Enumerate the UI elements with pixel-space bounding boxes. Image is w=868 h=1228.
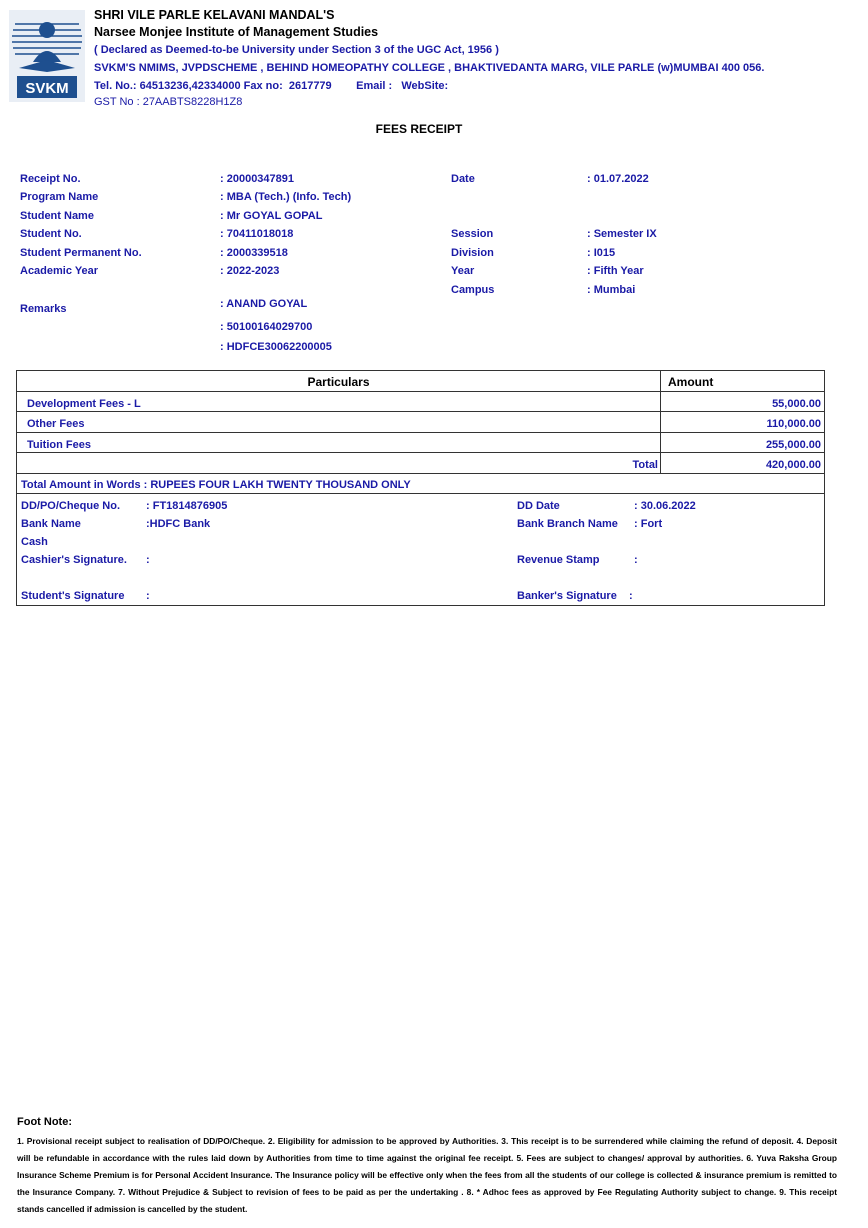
contact-line: Tel. No.: 64513236,42334000 Fax no: 2617779 Email : WebSite:: [94, 80, 449, 92]
remarks-line-2: : 50100164029700: [220, 321, 313, 333]
dd-label: DD/PO/Cheque No.: [21, 500, 121, 512]
student-name-label: Student Name: [20, 210, 94, 222]
footnote-title: Foot Note:: [17, 1116, 72, 1128]
dd-date-value: : 30.06.2022: [634, 500, 696, 512]
remarks-label: Remarks: [20, 303, 67, 315]
table-rule: [17, 473, 824, 474]
program-value: : MBA (Tech.) (Info. Tech): [220, 191, 352, 203]
revenue-stamp-value: :: [634, 554, 638, 566]
student-name-value: : Mr GOYAL GOPAL: [220, 210, 323, 222]
remarks-line-3: : HDFCE30062200005: [220, 341, 332, 353]
perm-no-value: : 2000339518: [220, 247, 288, 259]
table-rule: [17, 493, 824, 494]
program-label: Program Name: [20, 191, 99, 203]
receipt-no-value: : 20000347891: [220, 173, 295, 185]
address: SVKM'S NMIMS, JVPDSCHEME , BEHIND HOMEOPATHY COLLEGE , BHAKTIVEDANTA MARG, VILE PARLE (w)MUMBAI 400 056.: [94, 62, 765, 74]
year-label: Year: [451, 265, 475, 277]
amount-header: Amount: [668, 375, 714, 389]
total-label: Total: [632, 459, 658, 471]
student-signature-value: :: [146, 590, 150, 602]
division-value: : I015: [587, 247, 616, 259]
remarks-line-1: : ANAND GOYAL: [220, 298, 308, 310]
page-title: FEES RECEIPT: [375, 122, 463, 136]
bank-name-value: :HDFC Bank: [146, 518, 211, 530]
logo-text: SVKM: [25, 80, 69, 97]
branch-value: : Fort: [634, 518, 663, 530]
session-label: Session: [451, 228, 494, 240]
perm-no-label: Student Permanent No.: [20, 247, 142, 259]
date-label: Date: [451, 173, 475, 185]
institute-name: Narsee Monjee Institute of Management Studies: [94, 25, 379, 39]
banker-signature-value: :: [629, 590, 633, 602]
cashier-signature-label: Cashier's Signature.: [21, 554, 127, 566]
year-value: : Fifth Year: [587, 265, 644, 277]
fee-row-amount: 110,000.00: [766, 418, 821, 430]
table-rule: [17, 411, 824, 412]
footnote-text: 1. Provisional receipt subject to realisation of DD/PO/Cheque. 2. Eligibility for admission to be approved by Authorities. 3. This receipt is to be surrendered while claiming the refund of deposit. 4. Deposit will be refundable in accordance with the rules laid down by Authorities from time to time against the original fee receipt. 5. Fees are subject to changes/ approval by authorities. 6. Yuva Raksha Group Insurance Scheme Premium is for Personal Accident Insurance. The Insurance policy will be effective only when the fees from all the students of our college is collected & insurance premium is remitted to the Insurance Company. 7. Without Prejudice & Subject to revision of fees to be paid as per the undertaking . 8. * Adhoc fees as approved by Fee Regulating Authority subject to change. 9. This receipt stands cancelled if admission is cancelled by the student.: [17, 1136, 837, 1214]
dd-date-label: DD Date: [517, 500, 560, 512]
total-amount: 420,000.00: [765, 459, 821, 471]
banker-signature-label: Banker's Signature: [517, 590, 617, 602]
fee-row-amount: 55,000.00: [772, 398, 821, 410]
amount-in-words: Total Amount in Words : RUPEES FOUR LAKH TWENTY THOUSAND ONLY: [21, 479, 411, 491]
academic-year-value: : 2022-2023: [220, 265, 280, 277]
date-value: : 01.07.2022: [587, 173, 649, 185]
campus-value: : Mumbai: [587, 284, 636, 296]
fees-table: [16, 370, 825, 606]
bank-name-label: Bank Name: [21, 518, 81, 530]
receipt-no-label: Receipt No.: [20, 173, 81, 185]
gst-number: GST No : 27AABTS8228H1Z8: [94, 96, 243, 108]
student-signature-label: Student's Signature: [21, 590, 125, 602]
cashier-signature-value: :: [146, 554, 150, 566]
fee-row-amount: 255,000.00: [765, 439, 821, 451]
org-name: SHRI VILE PARLE KELAVANI MANDAL'S: [94, 8, 335, 22]
particulars-header: Particulars: [307, 375, 370, 389]
fee-row-particular: Tuition Fees: [27, 439, 91, 451]
svkm-logo: [9, 10, 85, 102]
session-value: : Semester IX: [587, 228, 657, 240]
revenue-stamp-label: Revenue Stamp: [517, 554, 600, 566]
declaration: ( Declared as Deemed-to-be University under Section 3 of the UGC Act, 1956 ): [94, 44, 499, 56]
cash-label: Cash: [21, 536, 48, 548]
campus-label: Campus: [451, 284, 495, 296]
fee-row-particular: Development Fees - L: [27, 398, 141, 410]
student-no-label: Student No.: [20, 228, 82, 240]
branch-label: Bank Branch Name: [517, 518, 618, 530]
dd-value: : FT1814876905: [146, 500, 228, 512]
academic-year-label: Academic Year: [20, 265, 99, 277]
table-rule: [17, 432, 824, 433]
fee-row-particular: Other Fees: [27, 418, 85, 430]
table-rule: [17, 452, 824, 453]
amount-column-divider: [660, 371, 661, 473]
division-label: Division: [451, 247, 494, 259]
student-no-value: : 70411018018: [220, 228, 294, 240]
table-rule: [17, 391, 824, 392]
